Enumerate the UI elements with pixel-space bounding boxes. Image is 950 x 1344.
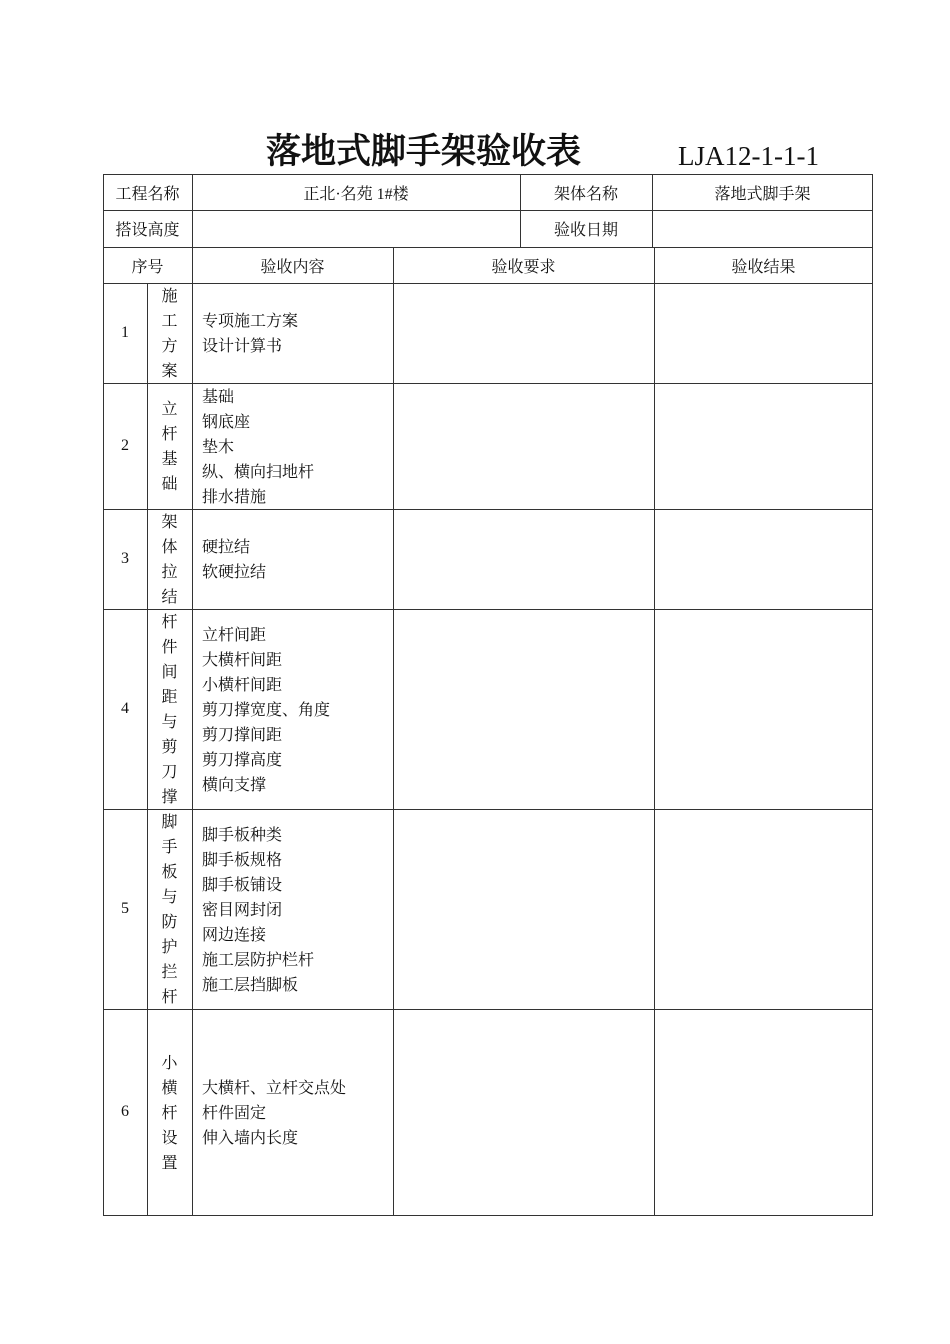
list-item: 专项施工方案 [202,311,299,330]
row-requirement [393,809,654,1009]
row-result [654,509,873,609]
row-category: 施 工 方 案 [161,286,178,380]
list-item: 立杆间距 [202,624,267,644]
document-code: LJA12-1-1-1 [678,141,819,171]
header-requirement: 验收要求 [491,256,556,276]
row-requirement [393,1009,654,1215]
header-result: 验收结果 [731,256,796,276]
row-seq: 5 [121,900,129,917]
acceptance-table [103,174,873,1216]
list-item: 设计计算书 [202,336,283,355]
frame-name-value: 落地式脚手架 [714,183,811,203]
row-result [654,283,873,383]
row-result [654,1009,873,1215]
list-item: 大横杆间距 [202,649,283,669]
document-title: 落地式脚手架验收表 [266,131,582,172]
list-item: 钢底座 [202,411,251,431]
header-content: 验收内容 [260,256,325,276]
list-item: 脚手板铺设 [202,874,283,894]
list-item: 施工层挡脚板 [202,974,299,994]
row-requirement [393,283,654,383]
row-seq: 2 [121,437,129,454]
row-items [192,283,393,383]
list-item: 横向支撑 [202,774,267,794]
title-row [0,128,950,178]
erection-height-value [192,210,520,247]
list-item: 硬拉结 [202,537,251,556]
row-requirement [393,609,654,809]
row-requirement [393,509,654,609]
row-items [192,809,393,1009]
row-items [192,383,393,509]
list-item: 排水措施 [202,486,267,506]
row-seq: 6 [121,1103,129,1120]
list-item: 小横杆间距 [202,674,283,694]
row-category: 架 体 拉 结 [161,512,178,606]
row-seq: 1 [121,324,129,341]
list-item: 杆件固定 [202,1102,267,1122]
row-seq: 3 [121,550,129,567]
row-requirement [393,383,654,509]
row-items [192,509,393,609]
list-item: 伸入墙内长度 [202,1127,299,1147]
row-result [654,809,873,1009]
row-result [654,383,873,509]
list-item: 剪刀撑间距 [202,724,283,744]
row-category: 小 横 杆 设 置 [161,1052,178,1172]
row-items [192,1009,393,1215]
list-item: 大横杆、立杆交点处 [202,1077,347,1097]
project-name-value: 正北·名苑 1#楼 [303,185,409,203]
project-name-label: 工程名称 [115,183,180,203]
list-item: 剪刀撑宽度、角度 [202,699,331,719]
row-seq: 4 [121,700,129,717]
list-item: 脚手板规格 [202,849,283,869]
list-item: 施工层防护栏杆 [202,949,315,969]
list-item: 纵、横向扫地杆 [202,461,315,481]
list-item: 密目网封闭 [202,899,283,919]
row-category: 杆 件 间 距 与 剪 刀 撑 [161,612,178,806]
row-items [192,609,393,809]
list-item: 网边连接 [202,924,267,944]
list-item: 剪刀撑高度 [202,749,283,769]
list-item: 垫木 [202,436,235,456]
row-category: 立 杆 基 础 [161,399,178,493]
list-item: 软硬拉结 [202,562,267,581]
header-seq: 序号 [131,256,164,276]
list-item: 基础 [202,386,235,406]
list-item: 脚手板种类 [202,824,283,844]
frame-name-label: 架体名称 [553,183,618,203]
erection-height-label: 搭设高度 [115,220,180,239]
acceptance-date-value [652,210,873,247]
row-result [654,609,873,809]
acceptance-date-label: 验收日期 [553,220,618,239]
row-category: 脚 手 板 与 防 护 拦 杆 [161,812,178,1006]
